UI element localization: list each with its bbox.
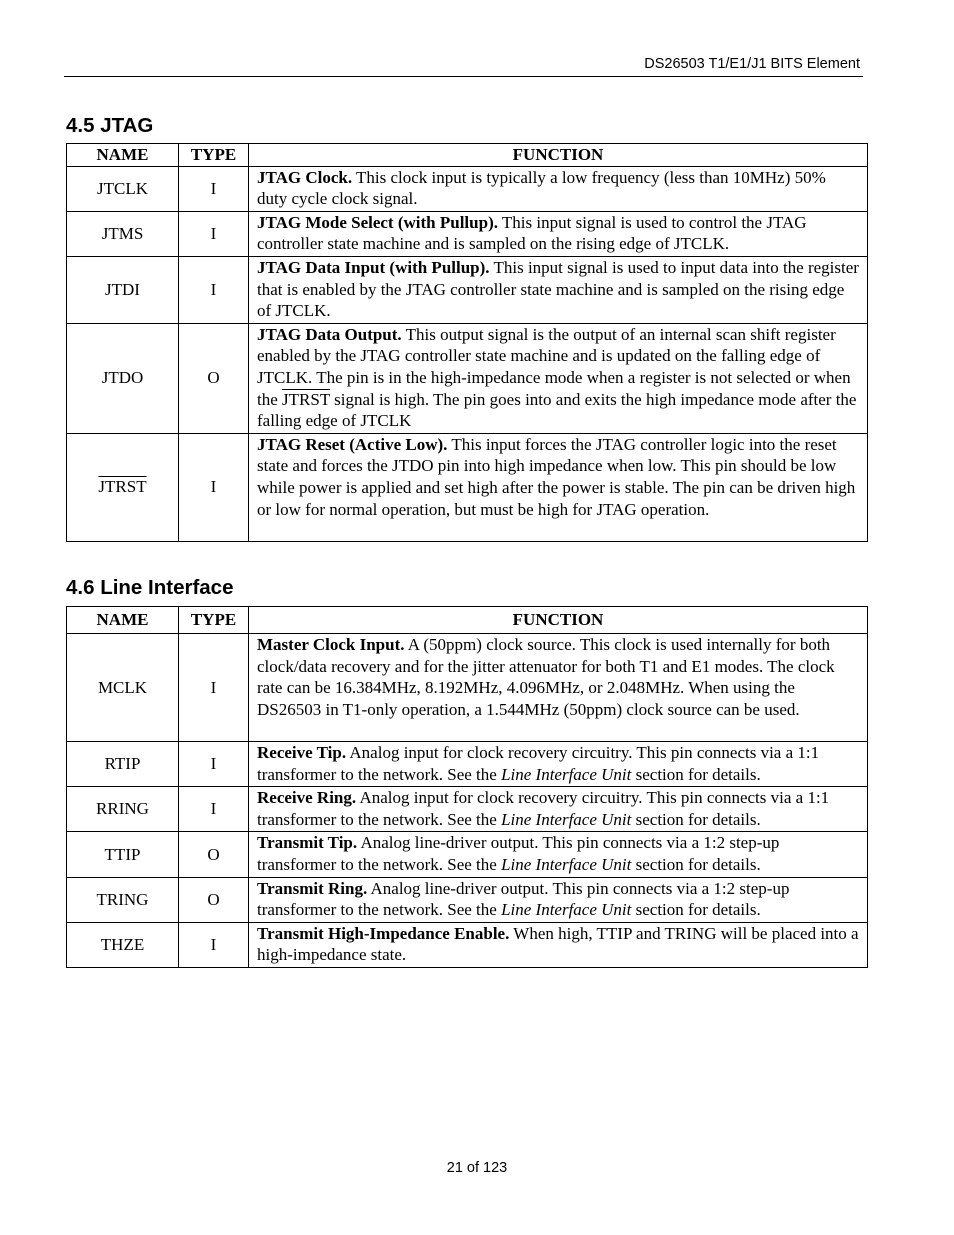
pin-function — [249, 922, 868, 967]
function-text: Analog input for clock recovery circuitry. This pin connects via a 1:1 transformer to the network. See the — [257, 788, 830, 829]
pin-function — [249, 877, 868, 922]
pin-name: TTIP — [67, 832, 179, 877]
pin-type: O — [179, 877, 249, 922]
function-text-continued: section for details. — [631, 809, 761, 829]
function-title: Master Clock Input. — [257, 635, 405, 654]
function-text: Analog input for clock recovery circuitry. This pin connects via a 1:1 transformer to the network. See the — [257, 743, 820, 784]
function-text: This input forces the JTAG controller logic into the reset state and forces the JTDO pin into high impedance when low. This pin should be low while power is applied and set high after the power is stable. The pin can be driven high or low for normal operation, but must be high for JTAG operation. — [257, 434, 856, 519]
section-reference: Line Interface Unit — [501, 900, 632, 920]
pin-function — [249, 433, 868, 541]
function-title: Transmit Ring. — [257, 878, 368, 898]
table-row — [67, 211, 868, 256]
column-header-type: TYPE — [179, 144, 249, 167]
column-header-function: FUNCTION — [249, 607, 868, 634]
pin-type: I — [179, 433, 249, 541]
pin-function — [249, 742, 868, 787]
pin-function — [249, 256, 868, 323]
document-header-title: DS26503 T1/E1/J1 BITS Element — [644, 56, 860, 72]
column-header-name: NAME — [67, 607, 179, 634]
pin-name — [67, 433, 179, 541]
pin-name: RTIP — [67, 742, 179, 787]
pin-name: JTCLK — [67, 166, 179, 211]
table-row — [67, 832, 868, 877]
section-reference: Line Interface Unit — [501, 854, 632, 874]
column-header-name: NAME — [67, 144, 179, 167]
function-text: This input signal is used to control the JTAG controller state machine and is sampled on the rising edge of JTCLK. — [257, 212, 807, 254]
table-row — [67, 323, 868, 433]
section-reference: Line Interface Unit — [501, 764, 632, 784]
function-text: A (50ppm) clock source. This clock is used internally for both clock/data recovery and for the jitter attenuator for both T1 and E1 modes. The clock rate can be 16.384MHz, 8.192MHz, 4.096MHz, or 2.048MHz. When using the DS26503 in T1-only operation, a 1.544MHz (50ppm) clock source can be used. — [257, 635, 835, 719]
function-title: JTAG Data Output. — [257, 324, 402, 344]
function-text: Analog line-driver output. This pin connects via a 1:2 step-up transformer to the network. See the — [257, 833, 780, 874]
function-text-continued: signal is high. The pin goes into and exits the high impedance mode after the falling edge of JTCLK — [257, 389, 857, 431]
pin-name: JTMS — [67, 211, 179, 256]
pin-type: I — [179, 742, 249, 787]
table-header-row — [67, 144, 868, 167]
pin-type: I — [179, 256, 249, 323]
pin-function — [249, 634, 868, 742]
pin-function — [249, 323, 868, 433]
table-row — [67, 634, 868, 742]
function-text: When high, TTIP and TRING will be placed into a high-impedance state. — [257, 923, 859, 965]
function-title: Receive Tip. — [257, 743, 347, 762]
table-row — [67, 787, 868, 832]
section-heading-line-interface: 4.6 Line Interface — [66, 576, 234, 599]
table-row — [67, 256, 868, 323]
active-low-pin-name: JTRST — [98, 477, 147, 497]
table-row — [67, 742, 868, 787]
function-text: Analog line-driver output. This pin connects via a 1:2 step-up transformer to the network. See the — [257, 878, 790, 920]
pin-name: MCLK — [67, 634, 179, 742]
pin-function — [249, 166, 868, 211]
table-row — [67, 166, 868, 211]
pin-type: I — [179, 922, 249, 967]
function-title: Transmit High-Impedance Enable. — [257, 923, 510, 943]
jtag-pin-table — [66, 143, 868, 542]
function-text: This input signal is used to input data into the register that is enabled by the JTAG controller state machine and is sampled on the rising edge of JTCLK. — [257, 257, 859, 321]
page-number: 21 of 123 — [446, 1160, 508, 1176]
pin-name: TRING — [67, 877, 179, 922]
pin-type: O — [179, 323, 249, 433]
column-header-type: TYPE — [179, 607, 249, 634]
section-heading-jtag: 4.5 JTAG — [66, 114, 154, 137]
active-low-signal: JTRST — [282, 389, 330, 409]
column-header-function: FUNCTION — [249, 144, 868, 167]
function-title: JTAG Mode Select (with Pullup). — [257, 212, 498, 232]
function-text-continued: section for details. — [631, 764, 761, 784]
pin-name: JTDI — [67, 256, 179, 323]
pin-function — [249, 787, 868, 832]
function-text-continued: section for details. — [631, 900, 761, 920]
header-divider — [64, 76, 863, 77]
function-title: JTAG Data Input (with Pullup). — [257, 257, 490, 277]
pin-name: RRING — [67, 787, 179, 832]
table-row — [67, 877, 868, 922]
pin-type: O — [179, 832, 249, 877]
function-title: JTAG Reset (Active Low). — [257, 434, 448, 454]
pin-function — [249, 211, 868, 256]
pin-type: I — [179, 211, 249, 256]
pin-type: I — [179, 787, 249, 832]
pin-name: THZE — [67, 922, 179, 967]
table-header-row — [67, 607, 868, 634]
pin-type: I — [179, 634, 249, 742]
pin-name: JTDO — [67, 323, 179, 433]
pin-type: I — [179, 166, 249, 211]
function-text-continued: section for details. — [631, 854, 761, 874]
table-row — [67, 433, 868, 541]
function-title: Receive Ring. — [257, 788, 357, 808]
function-text: This output signal is the output of an internal scan shift register enabled by the JTAG controller state machine and is updated on the falling edge of JTCLK. The pin is in the high-impedance mode when a register is not selected or when the — [257, 324, 851, 409]
function-title: JTAG Clock. — [257, 167, 353, 187]
function-text: This clock input is typically a low frequency (less than 10MHz) 50% duty cycle clock signal. — [257, 167, 826, 209]
pin-function — [249, 832, 868, 877]
table-row — [67, 922, 868, 967]
function-title: Transmit Tip. — [257, 833, 358, 853]
line-interface-pin-table — [66, 606, 868, 968]
section-reference: Line Interface Unit — [501, 809, 632, 829]
